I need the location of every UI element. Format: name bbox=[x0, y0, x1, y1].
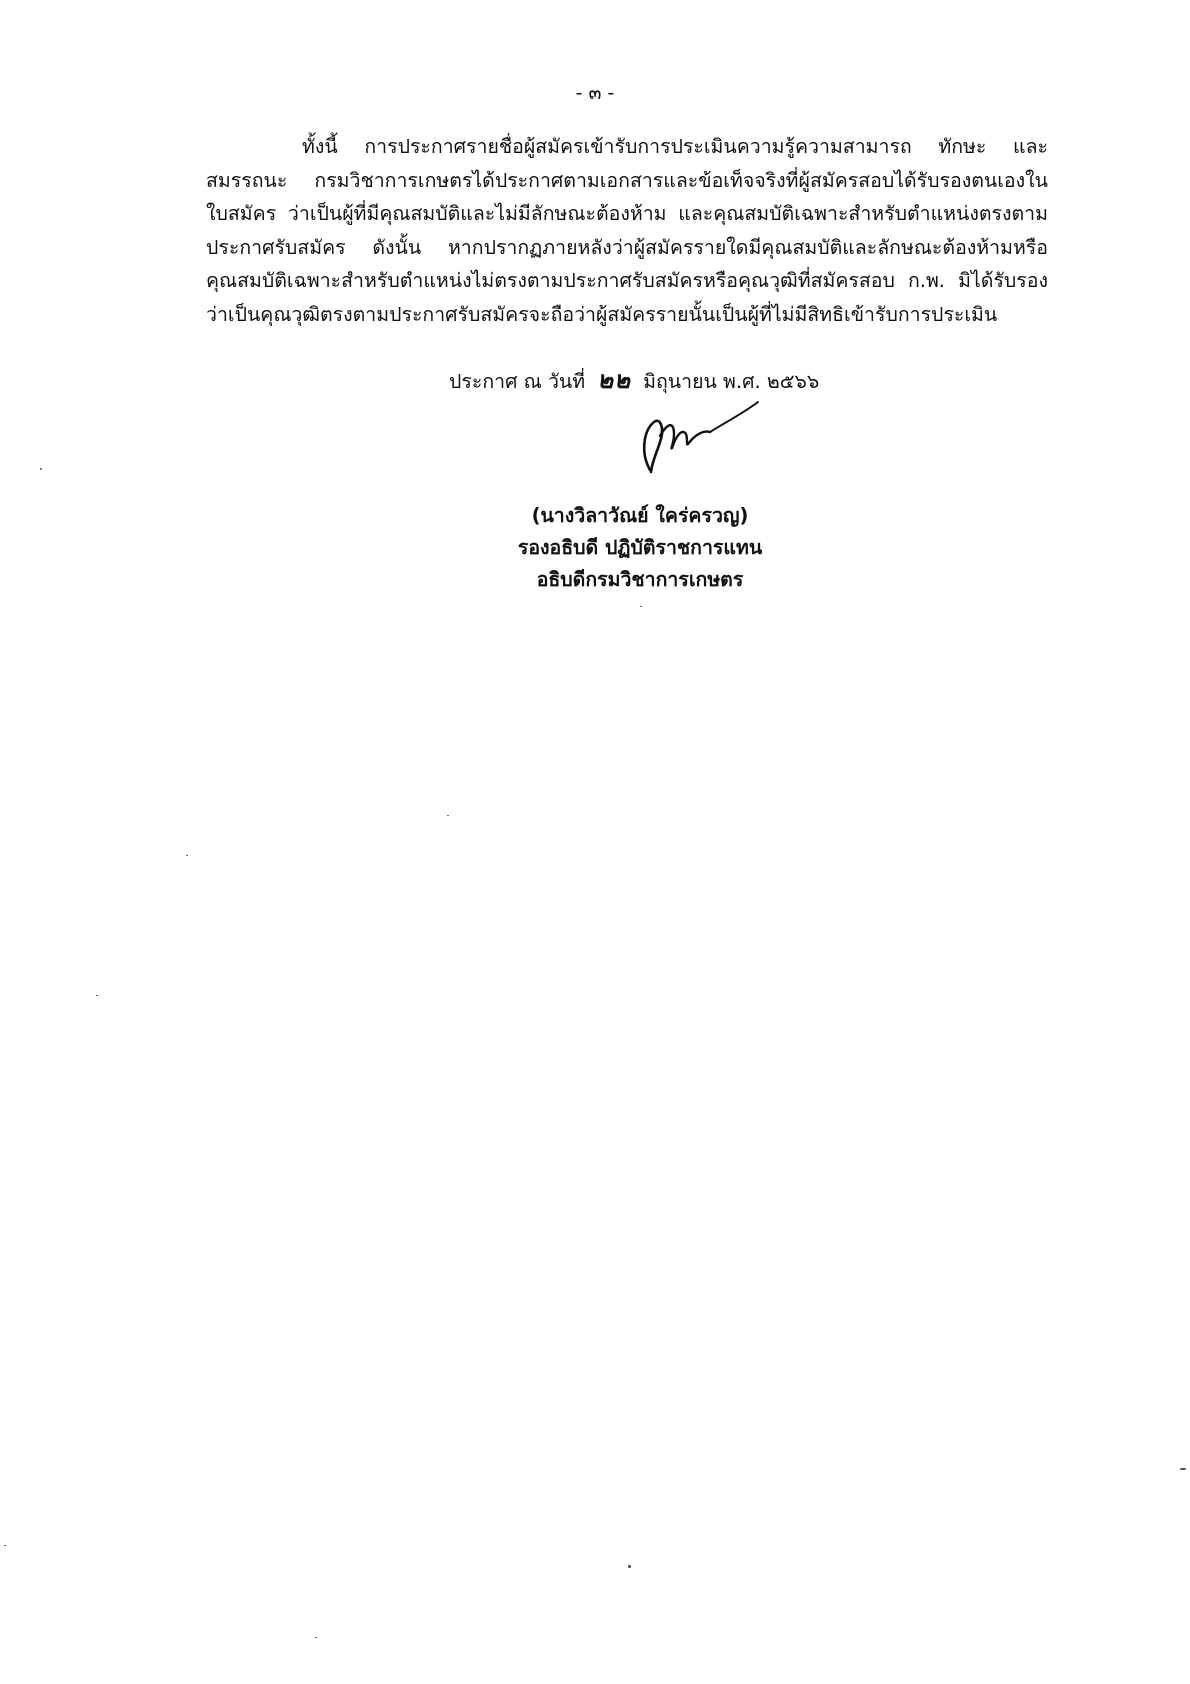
scan-speck bbox=[640, 606, 642, 607]
scan-speck bbox=[96, 995, 98, 996]
scan-speck bbox=[40, 468, 42, 470]
body-paragraph: ทั้งนี้ การประกาศรายชื่อผู้สมัครเข้ารับการประเมินความรู้ความสามารถ ทักษะ และสมรรถนะ กรมวิชาการเกษตรได้ประกาศตามเอกสารและข้อเท็จจริงที่ผู้สมัครสอบได้รับรองตนเองในใบสมัคร ว่าเป็นผู้ที่มีคุณสมบัติและไม่มีลักษณะต้องห้าม และคุณสมบัติเฉพาะสำหรับตำแหน่งตรงตามประกาศรับสมัคร ดังนั้น หากปรากฏภายหลังว่าผู้สมัครรายใดมีคุณสมบัติและลักษณะต้องห้ามหรือคุณสมบัติเฉพาะสำหรับตำแหน่งไม่ตรงตามประกาศรับสมัครหรือคุณวุฒิที่สมัครสอบ ก.พ. มิได้รับรองว่าเป็นคุณวุฒิตรงตามประกาศรับสมัครจะถือว่าผู้สมัครรายนั้นเป็นผู้ที่ไม่มีสิทธิเข้ารับการประเมิน bbox=[206, 135, 1048, 326]
scan-speck bbox=[315, 1637, 317, 1638]
signer-organization: อธิบดีกรมวิชาการเกษตร bbox=[536, 568, 744, 591]
scan-speck bbox=[4, 1545, 6, 1546]
signer-name: (นางวิลาวัณย์ ใคร่ครวญ) bbox=[531, 504, 749, 527]
scan-speck bbox=[1180, 1468, 1186, 1470]
scan-speck bbox=[447, 815, 449, 816]
announce-day: ๒๒ bbox=[597, 365, 631, 394]
scan-speck bbox=[186, 855, 188, 856]
scan-speck bbox=[628, 1565, 631, 1568]
signer-block bbox=[440, 500, 840, 596]
page-number: - ๓ - bbox=[575, 82, 615, 104]
announce-prefix: ประกาศ ณ วันที่ bbox=[449, 370, 586, 393]
signer-position: รองอธิบดี ปฏิบัติราชการแทน bbox=[517, 536, 763, 559]
handwritten-signature bbox=[630, 392, 770, 492]
announce-suffix: มิถุนายน พ.ศ. ๒๕๖๖ bbox=[643, 370, 820, 393]
